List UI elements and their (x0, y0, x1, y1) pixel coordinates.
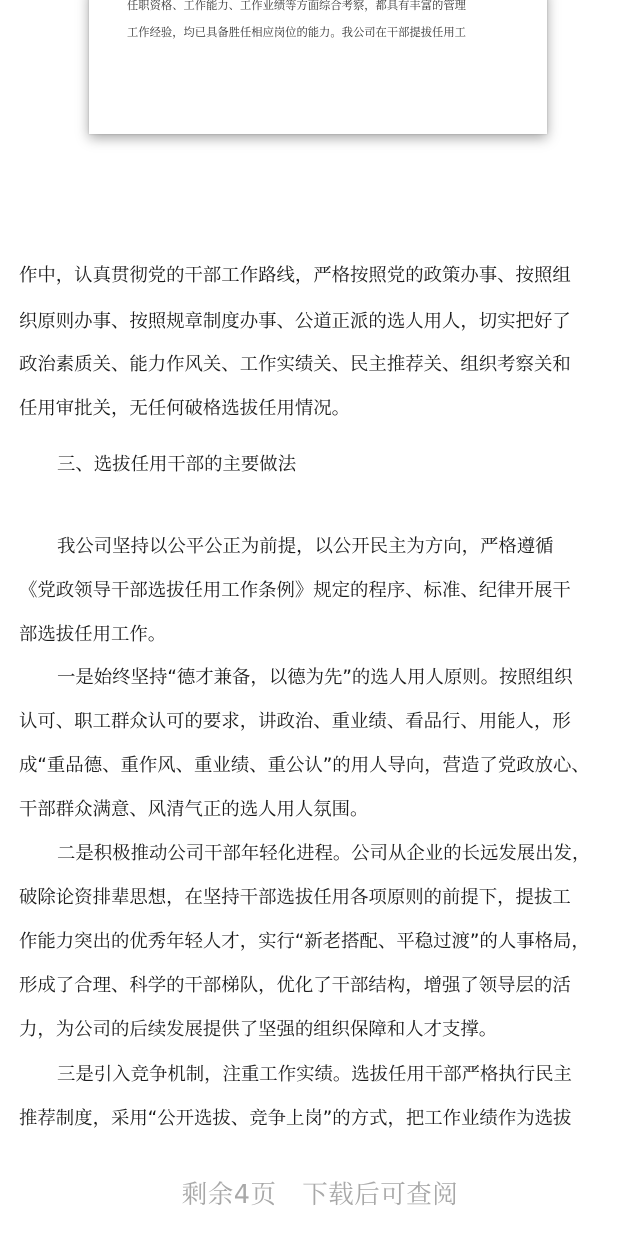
paragraph-line: 《党政领导干部选拔任用工作条例》规定的程序、标准、纪律开展干 (19, 580, 571, 601)
paragraph-line: 成“重品德、重作风、重业绩、重公认”的用人导向，营造了党政放心、 (19, 755, 590, 776)
paragraph-line: 我公司坚持以公平公正为前提，以公开民主为方向，严格遵循 (57, 536, 554, 557)
section-heading: 三、选拔任用干部的主要做法 (57, 454, 297, 475)
paragraph-line: 干部群众满意、风清气正的选人用人氛围。 (19, 799, 369, 820)
paragraph-line: 二是积极推动公司干部年轻化进程。公司从企业的长远发展出发， (57, 843, 591, 864)
paragraph-line: 三是引入竞争机制，注重工作实绩。选拔任用干部严格执行民主 (57, 1064, 572, 1085)
paragraph-line: 部选拔任用工作。 (19, 624, 167, 645)
document-preview-card (89, 0, 547, 134)
remaining-pages-download-prompt[interactable]: 剩余4页 下载后可查阅 (181, 1180, 459, 1210)
preview-line: 工作经验，均已具备胜任相应岗位的能力。我公司在干部提拔任用工 (127, 26, 466, 39)
paragraph-line: 认可、职工群众认可的要求，讲政治、重业绩、看品行、用能人，形 (19, 711, 571, 732)
paragraph-line: 政治素质关、能力作风关、工作实绩关、民主推荐关、组织考察关和 (19, 354, 571, 375)
paragraph-line: 作能力突出的优秀年轻人才，实行“新老搭配、平稳过渡”的人事格局， (19, 931, 590, 952)
paragraph-line: 一是始终坚持“德才兼备，以德为先”的选人用人原则。按照组织 (57, 667, 573, 688)
paragraph-line: 推荐制度，采用“公开选拔、竞争上岗”的方式，把工作业绩作为选拔 (19, 1108, 572, 1129)
paragraph-line: 力，为公司的后续发展提供了坚强的组织保障和人才支撑。 (19, 1019, 498, 1040)
paragraph-line: 作中，认真贯彻党的干部工作路线，严格按照党的政策办事、按照组 (19, 265, 571, 286)
preview-line: 任职资格、工作能力、工作业绩等方面综合考察，都具有丰富的管理 (127, 0, 466, 12)
paragraph-line: 破除论资排辈思想，在坚持干部选拔任用各项原则的前提下，提拔工 (19, 887, 571, 908)
paragraph-line: 织原则办事、按照规章制度办事、公道正派的选人用人，切实把好了 (19, 311, 571, 332)
paragraph-line: 任用审批关，无任何破格选拔任用情况。 (19, 398, 351, 419)
paragraph-line: 形成了合理、科学的干部梯队，优化了干部结构，增强了领导层的活 (19, 975, 571, 996)
